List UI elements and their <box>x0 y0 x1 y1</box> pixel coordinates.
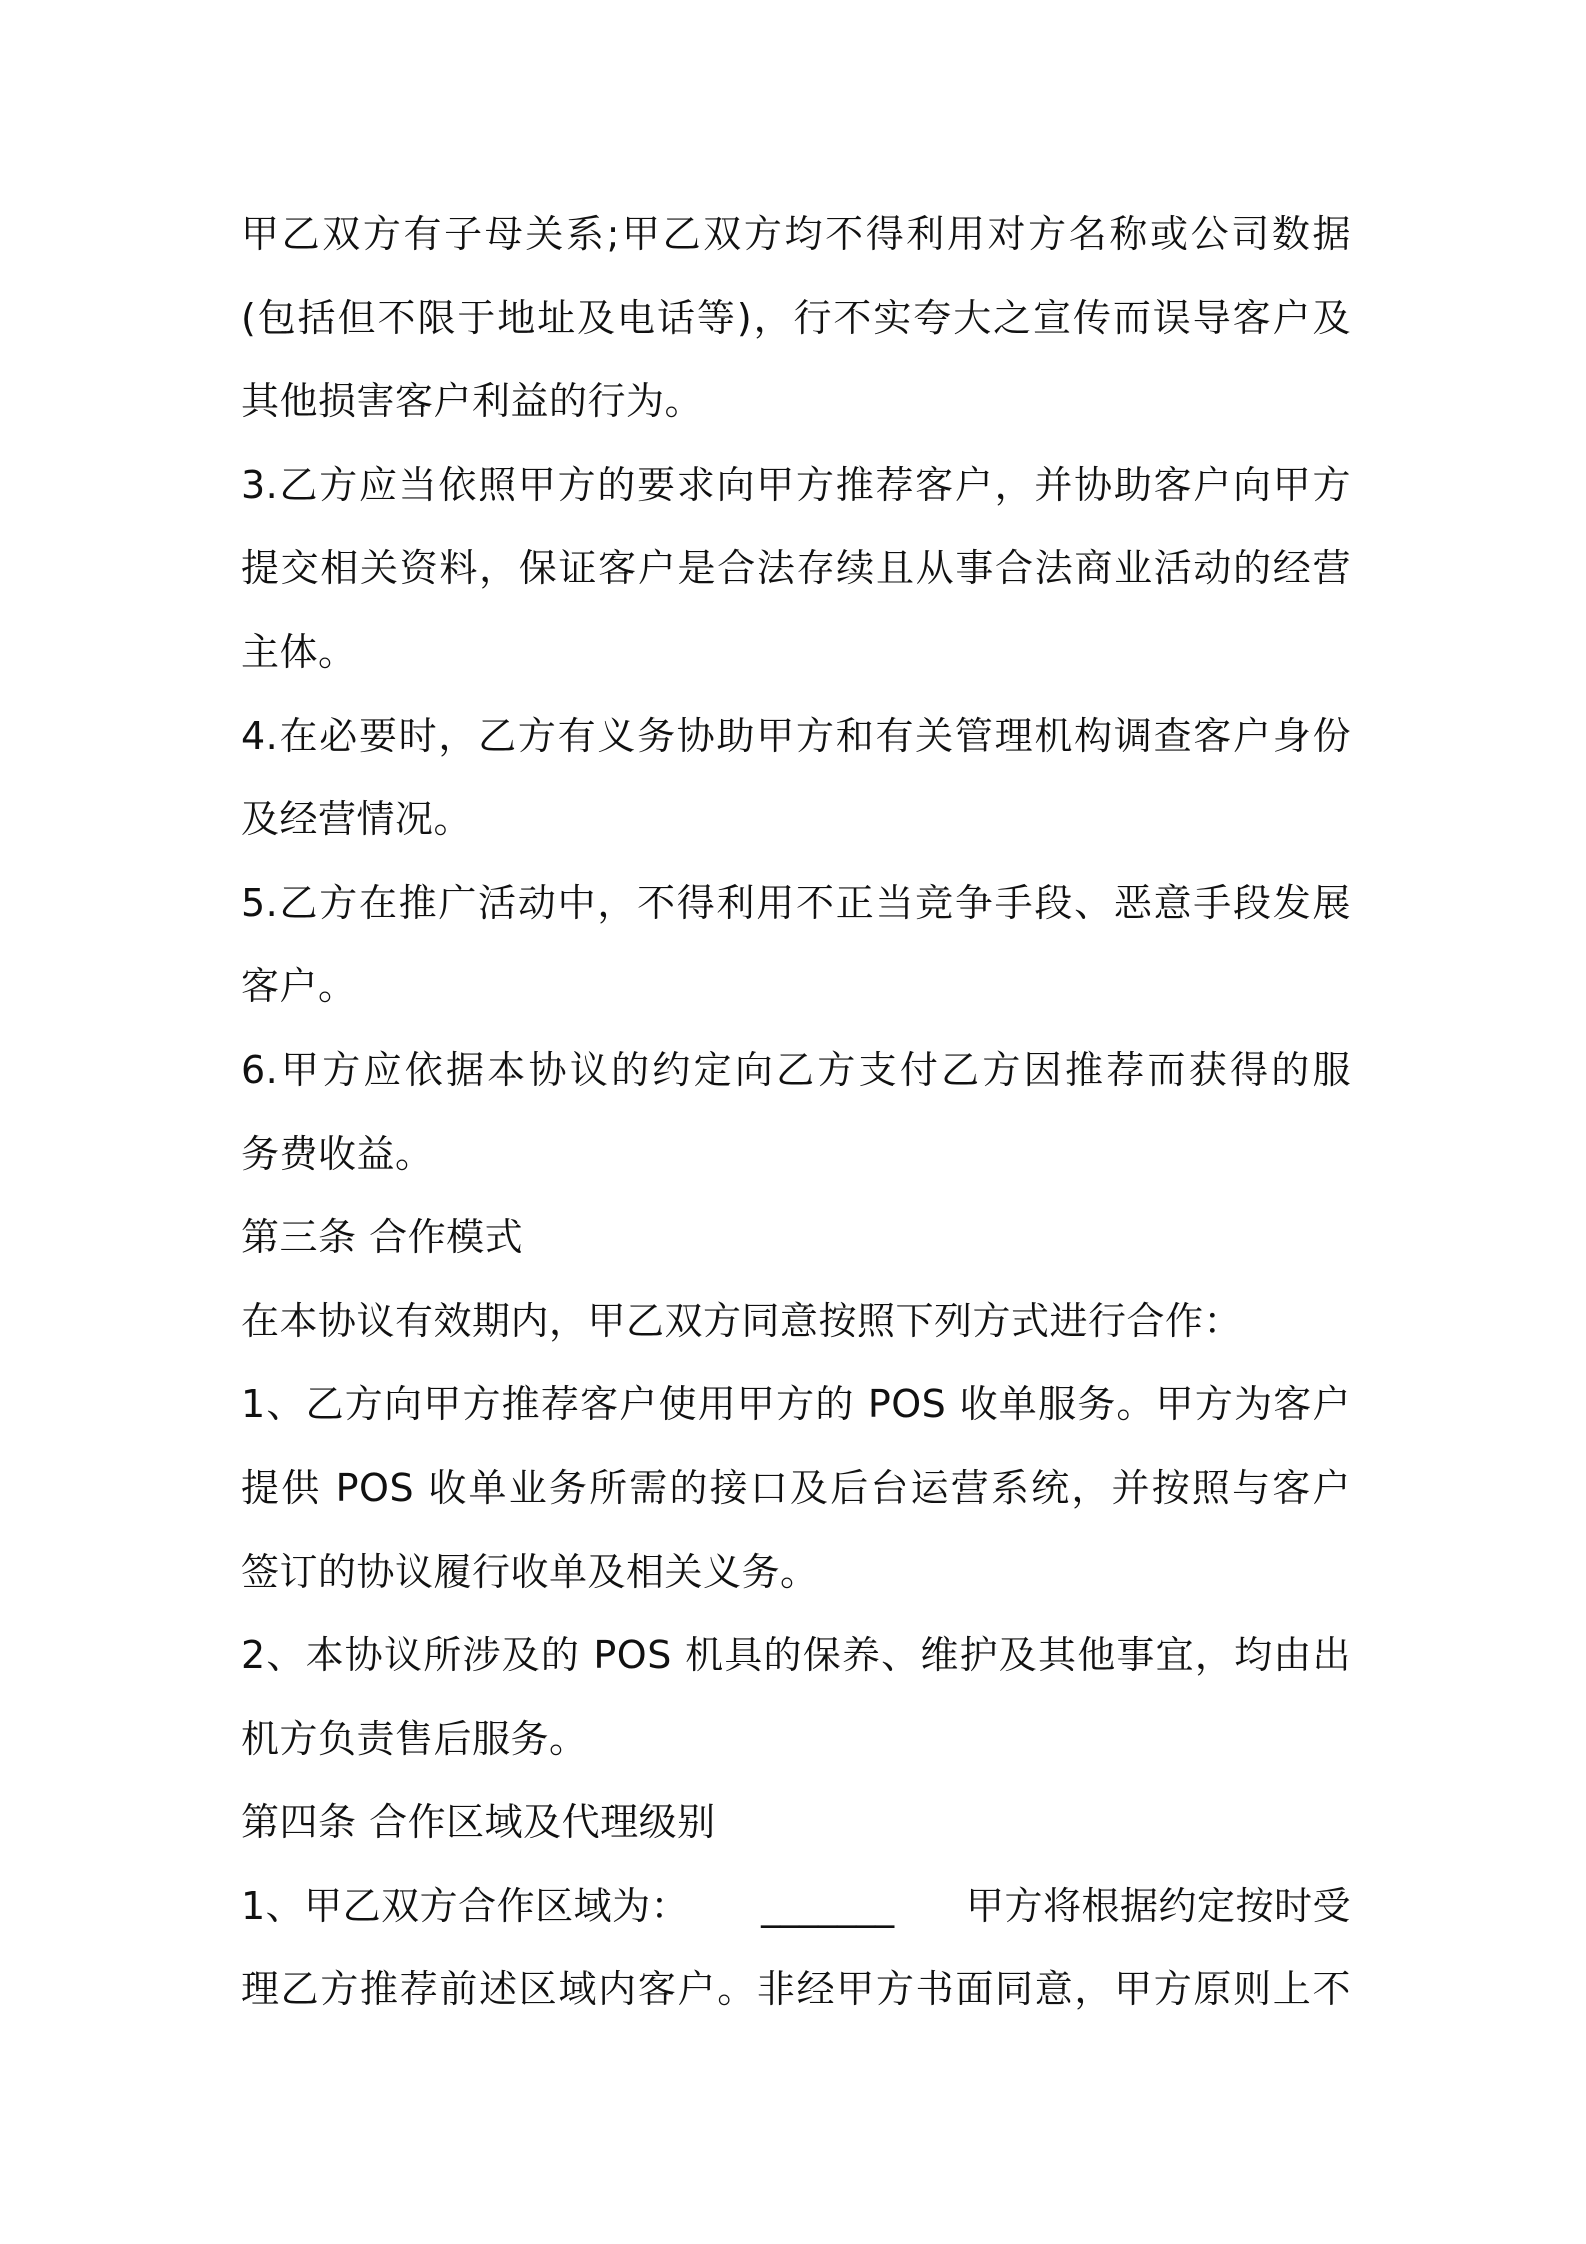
clause-4-line: 4.在必要时，乙方有义务协助甲方和有关管理机构调查客户身份 <box>241 713 1351 758</box>
paragraph-line: 其他损害客户利益的行为。 <box>241 379 704 424</box>
section-heading: 第三条 合作模式 <box>241 1215 524 1260</box>
clause-3-line: 主体。 <box>241 629 357 674</box>
contract-text <box>241 193 1351 2032</box>
clause-6-line: 6.甲方应依据本协议的约定向乙方支付乙方因推荐而获得的服 <box>241 1047 1351 1092</box>
paragraph-line: 在本协议有效期内，甲乙双方同意按照下列方式进行合作： <box>241 1298 1243 1343</box>
cooperation-item-2-line: 2、本协议所涉及的 POS 机具的保养、维护及其他事宜，均由出 <box>241 1633 1351 1678</box>
cooperation-item-1-line: 签订的协议履行收单及相关义务。 <box>241 1549 819 1594</box>
region-blank-field: _______ <box>761 1883 895 1928</box>
paragraph-line: (包括但不限于地址及电话等)，行不实夸大之宣传而误导客户及 <box>241 295 1351 340</box>
paragraph-line: 甲乙双方有子母关系;甲乙双方均不得利用对方名称或公司数据 <box>241 212 1351 256</box>
region-line <box>241 1865 1351 1949</box>
cooperation-item-2-line: 机方负责售后服务。 <box>241 1716 588 1761</box>
section-heading: 第四条 合作区域及代理级别 <box>241 1800 716 1845</box>
region-label: 1、甲乙双方合作区域为： <box>241 1883 690 1928</box>
clause-5-line: 客户。 <box>241 964 357 1009</box>
clause-5-line: 5.乙方在推广活动中，不得利用不正当竞争手段、恶意手段发展 <box>241 880 1351 925</box>
cooperation-item-1-line: 提供 POS 收单业务所需的接口及后台运营系统，并按照与客户 <box>241 1465 1351 1510</box>
clause-4-line: 及经营情况。 <box>241 797 473 842</box>
cooperation-item-1-line: 1、乙方向甲方推荐客户使用甲方的 POS 收单服务。甲方为客户 <box>241 1382 1351 1427</box>
paragraph-line: 理乙方推荐前述区域内客户。非经甲方书面同意，甲方原则上不 <box>241 1967 1351 2012</box>
clause-3-line: 提交相关资料，保证客户是合法存续且从事合法商业活动的经营 <box>241 546 1351 591</box>
clause-3-line: 3.乙方应当依照甲方的要求向甲方推荐客户，并协助客户向甲方 <box>241 462 1351 507</box>
clause-6-line: 务费收益。 <box>241 1131 434 1176</box>
region-line-rest: 甲方将根据约定按时受 <box>965 1883 1351 1928</box>
